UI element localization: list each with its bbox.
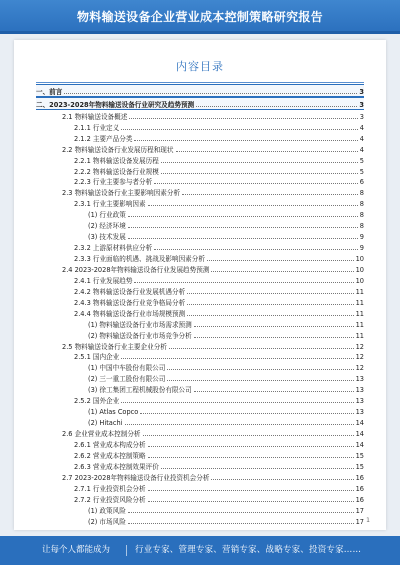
toc-leader-dots — [64, 93, 357, 94]
toc-entry-page: 15 — [355, 462, 364, 471]
toc-entry[interactable] — [36, 493, 364, 504]
toc-entry-page: 3 — [359, 112, 364, 121]
toc-entry-title: 2.6.2 营业成本控制策略 — [74, 451, 146, 460]
toc-leader-dots — [194, 391, 354, 392]
toc-leader-dots — [148, 205, 358, 206]
toc-leader-dots — [169, 348, 354, 349]
toc-leader-dots — [128, 216, 358, 217]
toc-entry[interactable] — [36, 351, 364, 362]
toc-entry-title: (2) 市场风险 — [88, 517, 126, 526]
toc-entry-page: 12 — [355, 353, 364, 362]
toc-entry-page: 10 — [355, 265, 364, 274]
report-header — [0, 0, 400, 34]
toc-entry[interactable] — [36, 296, 364, 307]
toc-entry-title: (2) 物料输送设备行业市场竞争分析 — [88, 331, 192, 340]
toc-entry-page: 3 — [359, 87, 364, 96]
toc-entry[interactable] — [36, 165, 364, 176]
toc-leader-dots — [121, 129, 358, 130]
toc-leader-dots — [207, 260, 354, 261]
toc-entry[interactable] — [36, 176, 364, 187]
toc-entry-title: (2) 三一重工股份有限公司 — [88, 375, 166, 384]
toc-entry-page: 14 — [355, 419, 364, 428]
toc-entry-page: 13 — [355, 397, 364, 406]
toc-entry-title: 2.6.3 营业成本控制效果评价 — [74, 462, 159, 471]
toc-entry[interactable] — [36, 252, 364, 263]
toc-leader-dots — [161, 468, 354, 469]
toc-leader-dots — [187, 304, 353, 305]
toc-entry[interactable] — [36, 154, 364, 165]
toc-leader-dots — [196, 106, 357, 107]
toc-entry[interactable] — [36, 361, 364, 372]
toc-leader-dots — [161, 162, 358, 163]
toc-entry-page: 16 — [355, 484, 364, 493]
toc-entry-page: 8 — [359, 200, 364, 209]
toc-leader-dots — [121, 402, 353, 403]
toc-entry-page: 3 — [359, 100, 364, 109]
toc-entry-title: 2.6.1 营业成本构成分析 — [74, 440, 146, 449]
toc-entry-page: 17 — [355, 517, 364, 526]
toc-entry[interactable] — [36, 394, 364, 405]
toc-entry-title: 2.4.3 物料输送设备行业竞争格局分析 — [74, 298, 186, 307]
toc-entry-page: 5 — [359, 167, 364, 176]
toc-entry-title: 2.6 企业营业成本控制分析 — [62, 430, 141, 438]
toc-entry-page: 4 — [359, 145, 364, 154]
toc-leader-dots — [187, 315, 353, 316]
toc-entry-page: 5 — [359, 156, 364, 165]
toc-entry[interactable] — [36, 132, 364, 143]
toc-entry-page: 8 — [359, 211, 364, 220]
toc-leader-dots — [167, 380, 353, 381]
toc-entry-title: 2.7 2023-2028年物料输送设备行业投资机会分析 — [62, 473, 210, 482]
toc-entry-title: 二、2023-2028年物料输送设备行业研究及趋势预测 — [36, 100, 195, 109]
toc-leader-dots — [125, 424, 354, 425]
toc-entry[interactable] — [36, 383, 364, 394]
toc-entry-title: 2.1.2 主要产品分类 — [74, 134, 133, 143]
toc-entry-title: 2.7.2 行业投资风险分析 — [74, 495, 146, 504]
toc-entry-title: (1) 中国中车股份有限公司 — [88, 364, 166, 373]
toc-entry[interactable] — [36, 460, 364, 471]
toc-entry[interactable] — [36, 274, 364, 285]
toc-entry[interactable] — [36, 285, 364, 296]
toc-entry-title: 2.7.1 行业投资机会分析 — [74, 484, 146, 493]
toc-leader-dots — [182, 194, 358, 195]
toc-entry-page: 13 — [355, 375, 364, 384]
toc-entry-title: 2.4.2 物料输送设备行业发展机遇分析 — [74, 287, 186, 296]
toc-leader-dots — [128, 523, 354, 524]
toc-leader-dots — [128, 512, 354, 513]
toc-entry-title: 2.4 2023-2028年物料输送设备行业发展趋势预测 — [62, 265, 210, 274]
toc-title-rule — [36, 82, 364, 83]
toc-entry[interactable] — [36, 263, 364, 274]
toc-entry-page: 16 — [355, 473, 364, 482]
toc-entry-page: 6 — [359, 178, 364, 187]
toc-entry-page: 17 — [355, 506, 364, 515]
toc-entry-title: 2.5.1 国内企业 — [74, 353, 120, 362]
toc-entry[interactable] — [36, 121, 364, 132]
toc-entry-page: 13 — [355, 386, 364, 395]
toc-entry-title: 2.4.1 行业发展趋势 — [74, 276, 133, 285]
toc-entry-title: (3) 徐工集团工程机械股份有限公司 — [88, 386, 192, 395]
toc-entry[interactable] — [36, 504, 364, 515]
footer-slogan-left: 让每个人都能成为 — [42, 545, 111, 555]
toc-entry-page: 10 — [355, 255, 364, 263]
toc-entry[interactable] — [36, 471, 364, 482]
toc-entry[interactable] — [36, 84, 364, 97]
toc-entry[interactable] — [36, 241, 364, 252]
toc-entry[interactable] — [36, 438, 364, 449]
toc-entry[interactable] — [36, 449, 364, 460]
toc-entry-title: 2.3 物料输送设备行业主要影响因素分析 — [62, 189, 181, 198]
page-number: 1 — [366, 517, 370, 524]
toc-entry[interactable] — [36, 230, 364, 241]
toc-title: 内容目录 — [176, 60, 224, 73]
toc-entry-title: 2.1 物料输送设备概述 — [62, 112, 128, 121]
toc-leader-dots — [167, 369, 353, 370]
toc-entry-page: 15 — [355, 451, 364, 460]
toc-entry[interactable] — [36, 318, 364, 329]
toc-leader-dots — [187, 293, 353, 294]
toc-entry-page: 14 — [355, 440, 364, 449]
toc-entry[interactable] — [36, 416, 364, 427]
toc-entry-title: 2.3.2 上游原材料供应分析 — [74, 244, 153, 253]
toc-entry-page: 11 — [355, 320, 364, 329]
toc-entry[interactable] — [36, 329, 364, 340]
toc-entry[interactable] — [36, 143, 364, 154]
toc-entry-title: 2.4.4 物料输送设备行业市场规模预测 — [74, 309, 186, 318]
toc-entry-page: 4 — [359, 123, 364, 132]
toc-entry[interactable] — [36, 186, 364, 197]
toc-entry-page: 10 — [355, 276, 364, 285]
toc-entry-title: 2.1.1 行业定义 — [74, 123, 120, 132]
toc-leader-dots — [148, 457, 354, 458]
toc-leader-dots — [129, 118, 357, 119]
toc-entry[interactable] — [36, 307, 364, 318]
toc-leader-dots — [176, 151, 358, 152]
toc-entry[interactable] — [36, 219, 364, 230]
toc-entry-title: 2.2.1 物料输送设备发展历程 — [74, 156, 159, 165]
toc-entry-page: 12 — [355, 364, 364, 373]
toc-entry[interactable] — [36, 427, 364, 438]
toc-entry-page: 9 — [359, 244, 364, 253]
toc-entry-title: 一、前言 — [36, 87, 63, 96]
toc-entry-title: (1) 行业政策 — [88, 211, 126, 220]
toc-entry-page: 9 — [359, 233, 364, 242]
toc-entry-page: 11 — [355, 298, 364, 307]
toc-leader-dots — [128, 227, 358, 228]
toc-entry-page: 11 — [355, 331, 364, 340]
toc-leader-dots — [134, 140, 357, 141]
toc-entry[interactable] — [36, 97, 364, 110]
toc-entry-page: 16 — [355, 495, 364, 504]
toc-entry-title: 2.3.1 行业主要影响因素 — [74, 200, 146, 209]
toc-leader-dots — [194, 337, 354, 338]
toc-entry[interactable] — [36, 340, 364, 351]
toc-leader-dots — [211, 479, 353, 480]
toc-entry-title: 2.5.2 国外企业 — [74, 397, 120, 406]
toc-leader-dots — [154, 183, 358, 184]
toc-entry-title: 2.5 物料输送设备行业主要企业分析 — [62, 342, 167, 351]
toc-entry-title: 2.2.2 物料输送设备行业规模 — [74, 167, 159, 176]
footer-slogan-right: 行业专家、管理专家、营销专家、战略专家、投资专家…… — [135, 545, 362, 555]
toc-entry[interactable] — [36, 482, 364, 493]
toc-entry[interactable] — [36, 110, 364, 121]
toc-leader-dots — [121, 358, 353, 359]
footer-divider — [126, 545, 127, 556]
toc-entry-page: 8 — [359, 222, 364, 231]
toc-leader-dots — [161, 173, 358, 174]
report-title: 物料输送设备企业营业成本控制策略研究报告 — [76, 10, 323, 24]
toc-entry-title: (1) 物料输送设备行业市场需求预测 — [88, 320, 192, 329]
toc-leader-dots — [211, 271, 353, 272]
toc-entry[interactable] — [36, 197, 364, 208]
toc-entry-title: (1) 政策风险 — [88, 506, 126, 515]
toc-list — [36, 84, 364, 526]
toc-entry-page: 4 — [359, 134, 364, 143]
toc-entry-title: 2.3.3 行业面临的机遇、挑战及影响因素分析 — [74, 255, 205, 263]
toc-entry-page: 13 — [355, 408, 364, 417]
toc-entry[interactable] — [36, 405, 364, 416]
toc-entry-page: 11 — [355, 287, 364, 296]
toc-entry-title: (3) 技术发展 — [88, 233, 126, 242]
toc-leader-dots — [148, 501, 354, 502]
toc-entry[interactable] — [36, 208, 364, 219]
toc-leader-dots — [154, 249, 358, 250]
toc-entry-title: (2) Hitachi — [88, 419, 123, 428]
toc-entry-title: (1) Atlas Copco — [88, 408, 139, 417]
footer-banner — [0, 536, 400, 565]
toc-leader-dots — [134, 282, 353, 283]
toc-entry[interactable] — [36, 515, 364, 526]
toc-leader-dots — [143, 435, 354, 436]
toc-entry[interactable] — [36, 372, 364, 383]
toc-entry-page: 11 — [355, 309, 364, 318]
toc-entry-page: 14 — [355, 430, 364, 438]
toc-leader-dots — [128, 238, 358, 239]
toc-entry-title: (2) 经济环境 — [88, 222, 126, 231]
header-underline — [0, 31, 400, 34]
toc-leader-dots — [194, 326, 354, 327]
toc-entry-page: 8 — [359, 189, 364, 198]
toc-leader-dots — [148, 446, 354, 447]
toc-leader-dots — [148, 490, 354, 491]
toc-entry-title: 2.2.3 行业主要参与者分析 — [74, 178, 153, 187]
toc-entry-title: 2.2 物料输送设备行业发展历程和现状 — [62, 145, 174, 154]
toc-leader-dots — [140, 413, 353, 414]
toc-entry-page: 12 — [355, 342, 364, 351]
toc-page — [14, 40, 386, 530]
